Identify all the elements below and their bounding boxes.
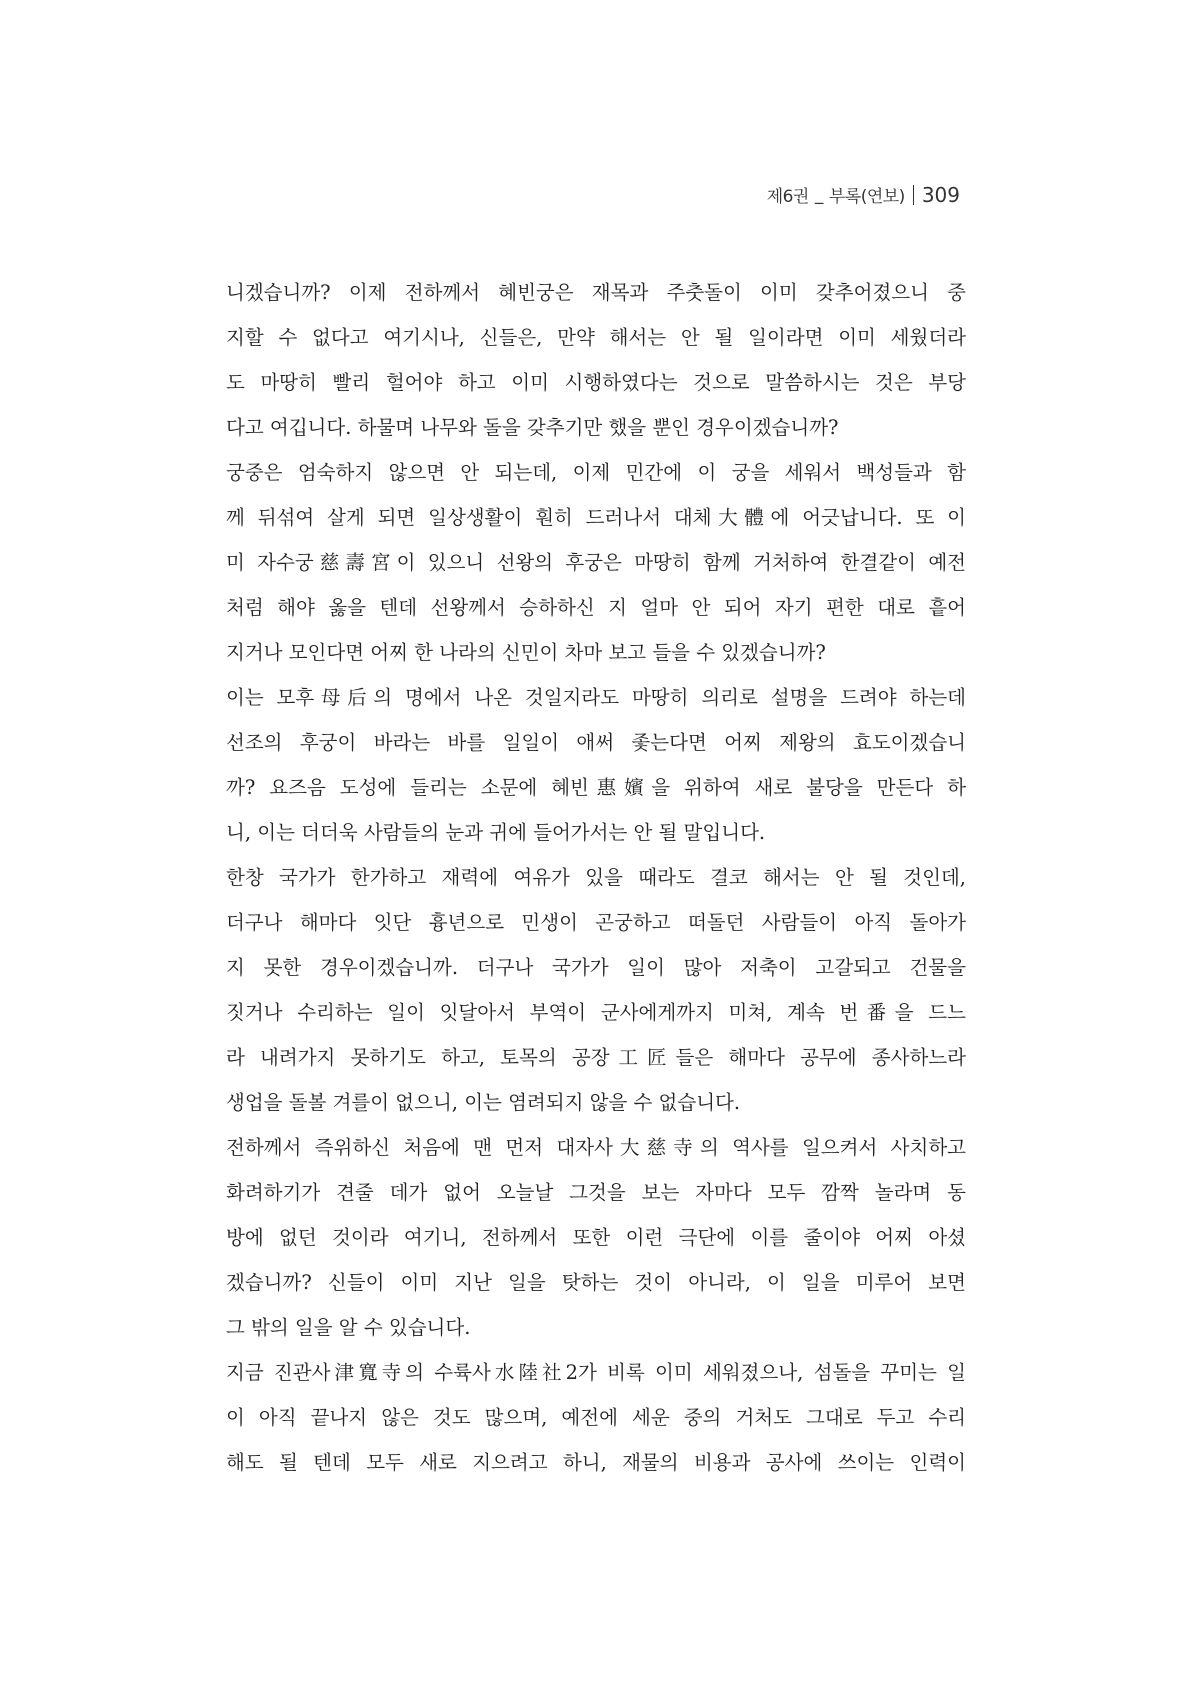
body-text	[226, 278, 966, 1493]
text-line: 라 내려가지 못하기도 하고, 토목의 공장工匠들은 해마다 공무에 종사하느라	[226, 1046, 966, 1069]
text-line: 해도 될 텐데 모두 새로 지으려고 하니, 재물의 비용과 공사에 쓰이는 인력이	[226, 1451, 966, 1474]
text-line: 화려하기가 견줄 데가 없어 오늘날 그것을 보는 자마다 모두 깜짝 놀라며 동	[226, 1181, 966, 1204]
running-header	[767, 182, 960, 207]
text-line: 전하께서 즉위하신 처음에 맨 먼저 대자사大慈寺의 역사를 일으켜서 사치하고	[226, 1136, 966, 1159]
volume-label: 제6권	[766, 187, 809, 207]
text-line: 방에 없던 것이라 여기니, 전하께서 또한 이런 극단에 이를 줄이야 어찌 아셨	[226, 1226, 966, 1249]
text-line: 까? 요즈음 도성에 들리는 소문에 혜빈惠嬪을 위하여 새로 불당을 만든다 하	[226, 776, 966, 799]
text-line: 지 못한 경우이겠습니까. 더구나 국가가 일이 많아 저축이 고갈되고 건물을	[226, 956, 966, 979]
text-line: 지금 진관사津寬寺의 수륙사水陸社2가 비록 이미 세워졌으나, 섬돌을 꾸미는 일	[226, 1361, 966, 1384]
text-line: 짓거나 수리하는 일이 잇달아서 부역이 군사에게까지 미쳐, 계속 번番을 드느	[226, 1001, 966, 1024]
text-line: 더구나 해마다 잇단 흉년으로 민생이 곤궁하고 떠돌던 사람들이 아직 돌아가	[226, 911, 966, 934]
text-line: 선조의 후궁이 바라는 바를 일일이 애써 좇는다면 어찌 제왕의 효도이겠습니	[226, 731, 966, 754]
header-separator: _	[814, 184, 823, 205]
text-line: 도 마땅히 빨리 헐어야 하고 이미 시행하였다는 것으로 말씀하시는 것은 부당	[226, 371, 966, 394]
text-line: 궁중은 엄숙하지 않으면 안 되는데, 이제 민간에 이 궁을 세워서 백성들과 함	[226, 461, 966, 484]
text-line: 지할 수 없다고 여기시나, 신들은, 만약 해서는 안 될 일이라면 이미 세웠더라	[226, 326, 966, 349]
page-number: 309	[921, 182, 960, 207]
text-line: 겠습니까? 신들이 이미 지난 일을 탓하는 것이 아니라, 이 일을 미루어 보면	[226, 1271, 966, 1294]
text-line: 미 자수궁慈壽宮이 있으니 선왕의 후궁은 마땅히 함께 거처하여 한결같이 예전	[226, 551, 966, 574]
text-line: 처럼 해야 옳을 텐데 선왕께서 승하하신 지 얼마 안 되어 자기 편한 대로 흩어	[226, 596, 966, 619]
text-line: 이 아직 끝나지 않은 것도 많으며, 예전에 세운 중의 거처도 그대로 두고 수리	[226, 1406, 966, 1429]
text-line: 니겠습니까? 이제 전하께서 혜빈궁은 재목과 주춧돌이 이미 갖추어졌으니 중	[226, 281, 966, 304]
text-line: 그 밖의 일을 알 수 있습니다.	[226, 1316, 471, 1339]
text-line: 지거나 모인다면 어찌 한 나라의 신민이 차마 보고 들을 수 있겠습니까?	[226, 641, 826, 664]
text-line: 한창 국가가 한가하고 재력에 여유가 있을 때라도 결코 해서는 안 될 것인데,	[226, 866, 966, 889]
header-divider	[913, 185, 914, 205]
text-line: 니, 이는 더더욱 사람들의 눈과 귀에 들어가서는 안 될 말입니다.	[226, 821, 766, 844]
text-line: 다고 여깁니다. 하물며 나무와 돌을 갖추기만 했을 뿐인 경우이겠습니까?	[226, 416, 839, 439]
text-line: 이는 모후母后의 명에서 나온 것일지라도 마땅히 의리로 설명을 드려야 하는데	[226, 686, 966, 709]
section-label: 부록(연보)	[828, 187, 905, 207]
text-line: 께 뒤섞여 살게 되면 일상생활이 훤히 드러나서 대체大體에 어긋납니다. 또 이	[226, 506, 966, 529]
text-line: 생업을 돌볼 겨를이 없으니, 이는 염려되지 않을 수 없습니다.	[226, 1091, 741, 1114]
